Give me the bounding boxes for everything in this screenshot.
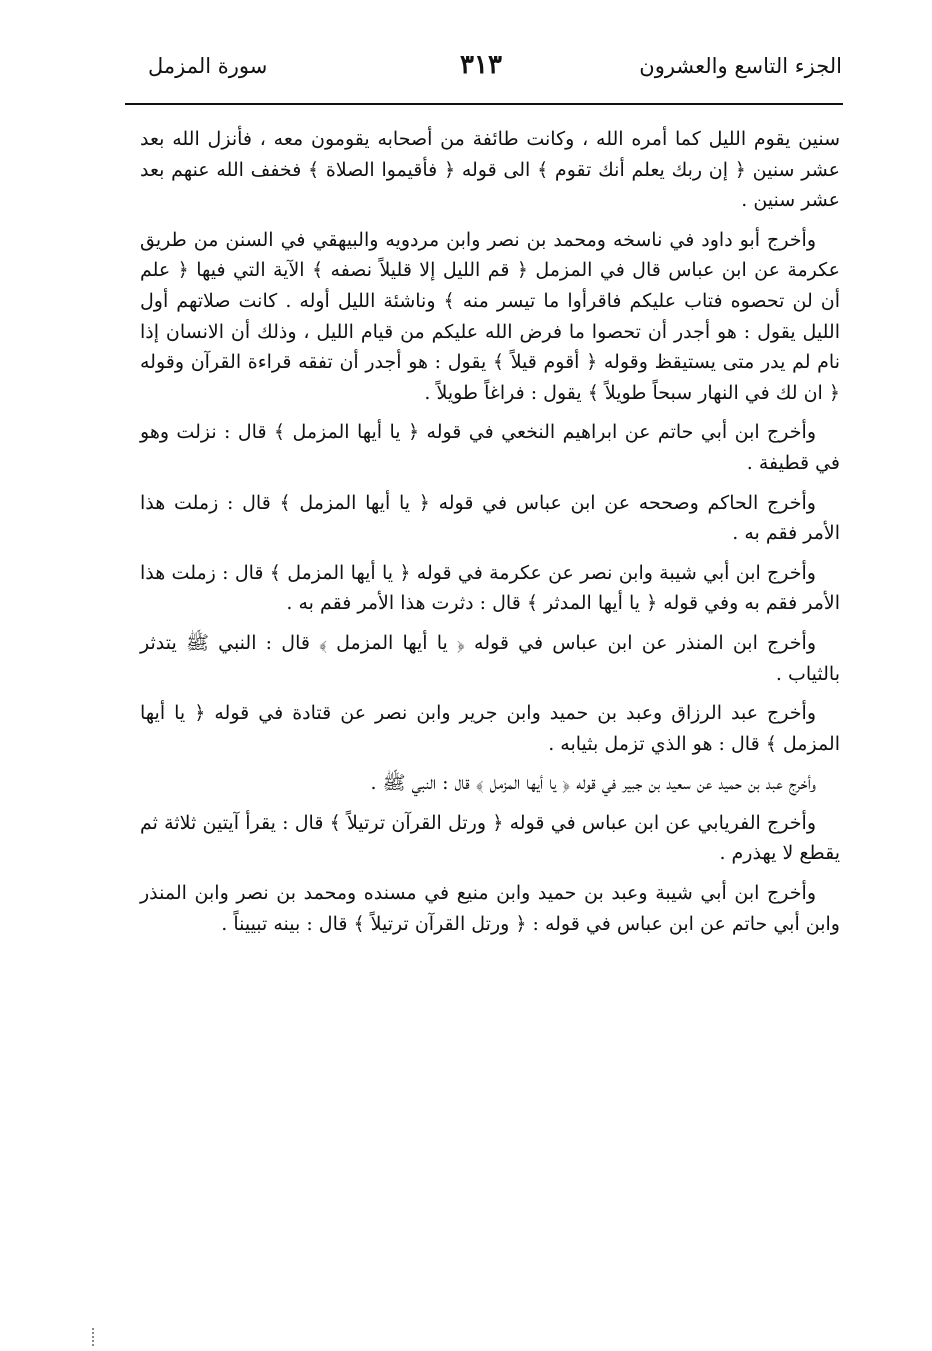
paragraph: وأخرج ابن أبي شيبة وعبد بن حميد وابن منيع في مسنده ومحمد بن نصر وابن المنذر وابن أبي حاتم عن ابن عباس في قوله : ﴿ ورتل القرآن ترتيلاً ﴾ قال : بينه تبييناً .: [140, 882, 840, 935]
paragraph: وأخرج عبد بن حميد عن سعيد بن جبير في قوله ﴿ يا أيها المزمل ﴾ قال : النبي ﷺ .: [370, 772, 816, 795]
paragraph: وأخرج الحاكم وصححه عن ابن عباس في قوله ﴿ يا أيها المزمل ﴾ قال : زملت هذا الأمر فقم به .: [140, 491, 840, 545]
paragraph: وأخرج ابن المنذر عن ابن عباس في قوله ﴿ يا أيها المزمل ﴾ قال : النبي ﷺ يتدثر بالثياب .: [140, 631, 840, 685]
surah-title: سورة المزمل: [148, 54, 268, 78]
header-divider: [125, 103, 843, 105]
paragraph: وأخرج ابن أبي شيبة وابن نصر عن عكرمة في قوله ﴿ يا أيها المزمل ﴾ قال : زملت هذا الأمر فقم به وفي قوله ﴿ يا أيها المدثر ﴾ قال : دثرت هذا الأمر فقم به .: [140, 561, 840, 615]
scan-margin-mark: [92, 1328, 96, 1346]
paragraph: وأخرج أبو داود في ناسخه ومحمد بن نصر وابن مردويه والبيهقي في السنن من طريق عكرمة عن ابن عباس قال في المزمل ﴿ قم الليل إلا قليلاً نصفه ﴾ الآية التي فيها ﴿ علم أن لن تحصوه فتاب عليكم فاقرأوا ما تيسر منه ﴾ وناشئة الليل أوله . كانت صلاتهم أول الليل يقول : هو أجدر أن تحصوا ما فرض الله عليكم من قيام الليل ، وذلك أن الانسان إذا نام لم يدر متى يستيقظ وقوله ﴿ أقوم قيلاً ﴾ يقول : هو أجدر أن تفقه قراءة القرآن وقوله ﴿ ان لك في النهار سبحاً طويلاً ﴾ يقول : فراغاً طويلاً .: [140, 228, 840, 404]
paragraph: وأخرج عبد الرزاق وعبد بن حميد وابن جرير وابن نصر عن قتادة في قوله ﴿ يا أيها المزمل ﴾ قال : هو الذي تزمل بثيابه .: [140, 702, 840, 755]
page-header: [120, 50, 842, 100]
paragraph: سنين يقوم الليل كما أمره الله ، وكانت طائفة من أصحابه يقومون معه ، فأنزل الله بعد عشر سنين ﴿ إن ربك يعلم أنك تقوم ﴾ الى قوله ﴿ فأقيموا الصلاة ﴾ فخفف الله عنهم بعد عشر سنين .: [140, 128, 840, 212]
paragraph: وأخرج الفريابي عن ابن عباس في قوله ﴿ ورتل القرآن ترتيلاً ﴾ قال : يقرأ آيتين ثلاثة ثم يقطع لا يهذرم .: [140, 811, 840, 865]
paragraph: وأخرج ابن أبي حاتم عن ابراهيم النخعي في قوله ﴿ يا أيها المزمل ﴾ قال : نزلت وهو في قطيفة .: [140, 421, 840, 474]
page-body: [140, 124, 840, 948]
part-title: الجزء التاسع والعشرون: [639, 54, 842, 78]
page-number: ٣١٣: [460, 50, 502, 80]
